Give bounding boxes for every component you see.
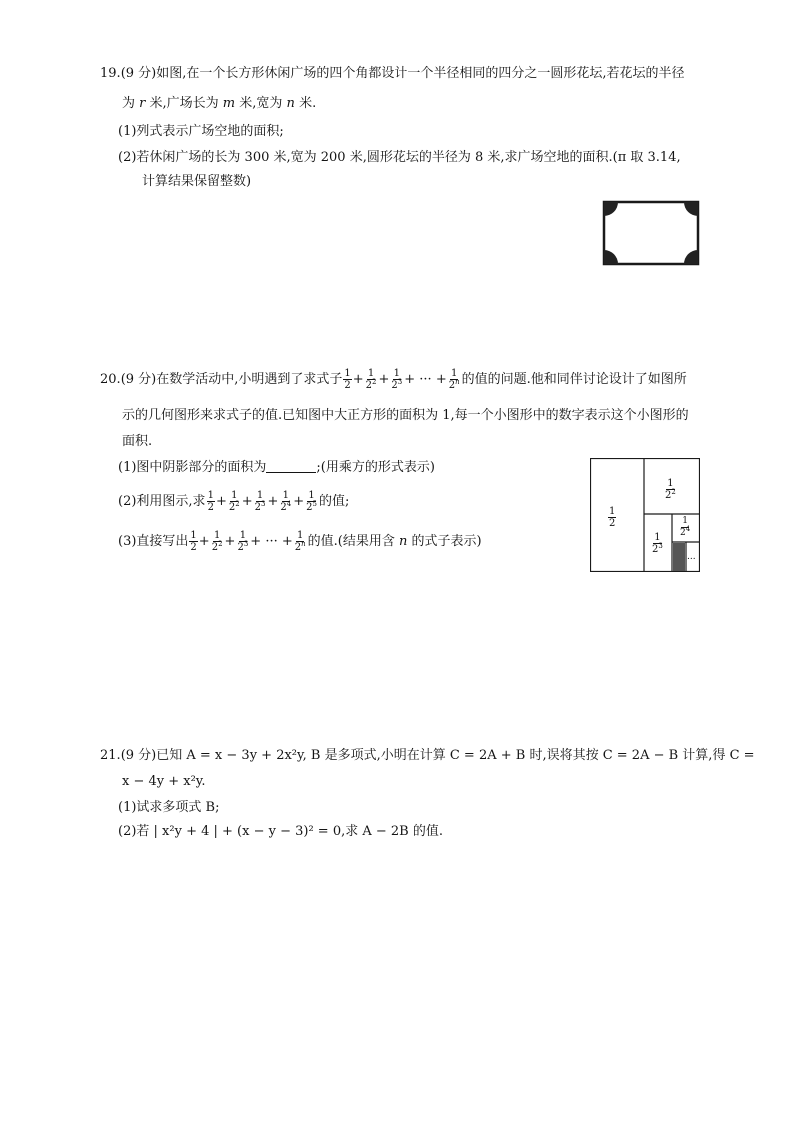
q19-part2-a: (2)若休闲广场的长为 300 米,宽为 200 米,圆形花坛的半径为 8 米,求广场空地的面积.(π 取 3.14, — [118, 150, 681, 165]
var-n: n — [399, 534, 408, 549]
frac-den — [448, 380, 461, 391]
ellipsis-plus: + ··· + — [250, 534, 293, 549]
frac-1-2n — [448, 368, 461, 391]
frac-den — [390, 380, 403, 391]
var-m: m — [222, 96, 236, 111]
q19-stem-text: 米,宽为 — [239, 96, 283, 111]
exponent: 3 — [243, 540, 249, 548]
exponent: 5 — [312, 500, 317, 508]
region-label-2pow4 — [679, 516, 691, 539]
q20-part3-text: (3)直接写出 — [118, 534, 189, 549]
frac-den — [211, 542, 224, 553]
frac-num: 1 — [213, 530, 221, 541]
answer-blank[interactable] — [266, 460, 316, 473]
q20-part3-text: 的值.(结果用含 — [307, 534, 395, 549]
frac-1-2cube — [254, 490, 267, 513]
q19-line2 — [122, 94, 316, 114]
frac-num: 1 — [231, 490, 238, 501]
base: 2 — [211, 542, 219, 553]
q20-score: (9 分) — [120, 372, 157, 387]
frac-num: 1 — [344, 368, 351, 379]
frac-num: 1 — [367, 368, 375, 379]
plus-sign: + — [241, 494, 253, 509]
region-label-2sq — [664, 478, 677, 501]
q20-part1-text: ;(用乘方的形式表示) — [316, 460, 435, 475]
frac-1-2 — [189, 530, 197, 553]
exponent: 3 — [397, 378, 403, 386]
plus-sign: + — [293, 494, 305, 509]
frac-num: 1 — [654, 532, 661, 543]
exponent: n — [301, 540, 306, 548]
region-label-dots: ... — [687, 552, 696, 562]
frac-den — [651, 544, 664, 555]
base: 2 — [652, 544, 659, 555]
frac-num: 1 — [207, 490, 214, 501]
q21-score: (9 分) — [120, 748, 157, 763]
frac-1-2n — [294, 530, 307, 553]
q21-part1: (1)试求多项式 B; — [118, 800, 220, 815]
frac-den — [664, 490, 677, 501]
frac-1-2cube — [236, 530, 249, 553]
plus-sign: + — [224, 534, 236, 549]
frac-1-2sq — [211, 530, 224, 553]
base: 2 — [280, 502, 287, 513]
frac-num: 1 — [190, 530, 197, 541]
square-partition-figure — [590, 458, 700, 572]
exponent: 3 — [658, 542, 663, 550]
partition-lines — [590, 458, 700, 572]
region-label-half — [608, 506, 616, 529]
frac-num: 1 — [308, 490, 315, 501]
frac-den — [236, 542, 249, 553]
q21-number: 21. — [100, 748, 121, 763]
q20-part2-text: 的值; — [318, 494, 350, 509]
frac-num: 1 — [282, 490, 289, 501]
frac-1-2sq — [228, 490, 241, 513]
base: 2 — [680, 528, 686, 538]
frac-den — [305, 502, 318, 513]
frac-den — [294, 542, 307, 553]
plus-sign: + — [267, 494, 279, 509]
frac-den: 2 — [609, 518, 616, 529]
frac-1-2 — [207, 490, 215, 513]
q20-part2 — [118, 490, 349, 513]
q21-line1 — [100, 746, 755, 766]
q21-line2: x − 4y + x²y. — [122, 774, 206, 789]
q21-stem-a: 已知 A = x − 3y + 2x²y, B 是多项式,小明在计算 C = 2A + B 时,误将其按 C = 2A − B 计算,得 C = — [156, 748, 755, 763]
shaded-region — [673, 543, 685, 571]
q20-stem-text: 在数学活动中,小明遇到了求式子 — [156, 372, 343, 387]
q19-part2-b: 计算结果保留整数) — [142, 174, 252, 189]
exponent: 3 — [260, 500, 266, 508]
q20-line2: 示的几何图形来求式子的值.已知图中大正方形的面积为 1,每一个小图形中的数字表示这个小图形的 — [122, 408, 689, 423]
q20-part3 — [118, 530, 482, 553]
frac-1-2cube — [390, 368, 403, 391]
frac-1-2pow5 — [305, 490, 318, 513]
q20-part2-text: (2)利用图示,求 — [118, 494, 206, 509]
exponent: 2 — [372, 378, 377, 386]
q19-number: 19. — [100, 66, 121, 81]
exponent: n — [455, 378, 460, 386]
frac-den: 2 — [207, 502, 214, 513]
plus-sign: + — [198, 534, 210, 549]
frac-num: 1 — [256, 490, 264, 501]
q20-part1-text: (1)图中阴影部分的面积为 — [118, 460, 267, 475]
plus-sign: + — [378, 372, 390, 387]
frac-den — [279, 502, 292, 513]
frac-num: 1 — [667, 478, 674, 489]
frac-num: 1 — [393, 368, 401, 379]
q20-part3-text: 的式子表示) — [411, 534, 482, 549]
base: 2 — [254, 502, 261, 513]
base: 2 — [391, 380, 398, 391]
frac-num: 1 — [682, 516, 688, 526]
frac-num: 1 — [297, 530, 304, 541]
frac-den — [365, 380, 378, 391]
q19-score: (9 分) — [120, 66, 157, 81]
q19-stem-text: 米. — [299, 96, 317, 111]
q19-stem-a: 如图,在一个长方形休闲广场的四个角都设计一个半径相同的四分之一圆形花坛,若花坛的半径 — [156, 66, 685, 81]
var-r: r — [139, 96, 146, 111]
q20-number: 20. — [100, 372, 121, 387]
frac-1-2 — [343, 368, 351, 391]
q21-part2: (2)若 | x²y + 4 | + (x − y − 3)² = 0,求 A − 2B 的值. — [118, 824, 443, 839]
frac-den — [228, 502, 241, 513]
ellipsis-plus: + ··· + — [404, 372, 447, 387]
plaza-figure — [598, 194, 704, 270]
frac-den — [254, 502, 267, 513]
q20-line1 — [100, 368, 687, 391]
frac-den: 2 — [190, 542, 197, 553]
exponent: 4 — [685, 525, 691, 533]
exponent: 4 — [286, 500, 292, 508]
q20-stem-text: 的值的问题.他和同伴讨论设计了如图所 — [461, 372, 687, 387]
q20-part1 — [118, 458, 435, 478]
q19-stem-text: 为 — [122, 96, 136, 111]
plus-sign: + — [215, 494, 227, 509]
q20-line3: 面积. — [122, 434, 153, 449]
q19-line1 — [100, 64, 685, 84]
plaza-rectangle — [604, 202, 698, 264]
frac-den: 2 — [344, 380, 351, 391]
q19-stem-text: 米,广场长为 — [149, 96, 219, 111]
region-label-2cube — [651, 532, 664, 555]
exponent: 2 — [218, 540, 223, 548]
frac-num: 1 — [450, 368, 458, 379]
plus-sign: + — [352, 372, 364, 387]
exponent: 2 — [235, 500, 240, 508]
base: 2 — [448, 380, 456, 391]
base: 2 — [237, 542, 244, 553]
base: 2 — [665, 490, 672, 501]
var-n: n — [286, 96, 295, 111]
exponent: 2 — [671, 488, 676, 496]
base: 2 — [306, 502, 313, 513]
base: 2 — [294, 542, 302, 553]
frac-num: 1 — [609, 506, 616, 517]
base: 2 — [365, 380, 373, 391]
frac-1-2sq — [365, 368, 378, 391]
frac-num: 1 — [239, 530, 247, 541]
frac-den — [679, 525, 691, 539]
q19-part1: (1)列式表示广场空地的面积; — [118, 124, 284, 139]
base: 2 — [228, 502, 236, 513]
frac-1-2pow4 — [279, 490, 292, 513]
